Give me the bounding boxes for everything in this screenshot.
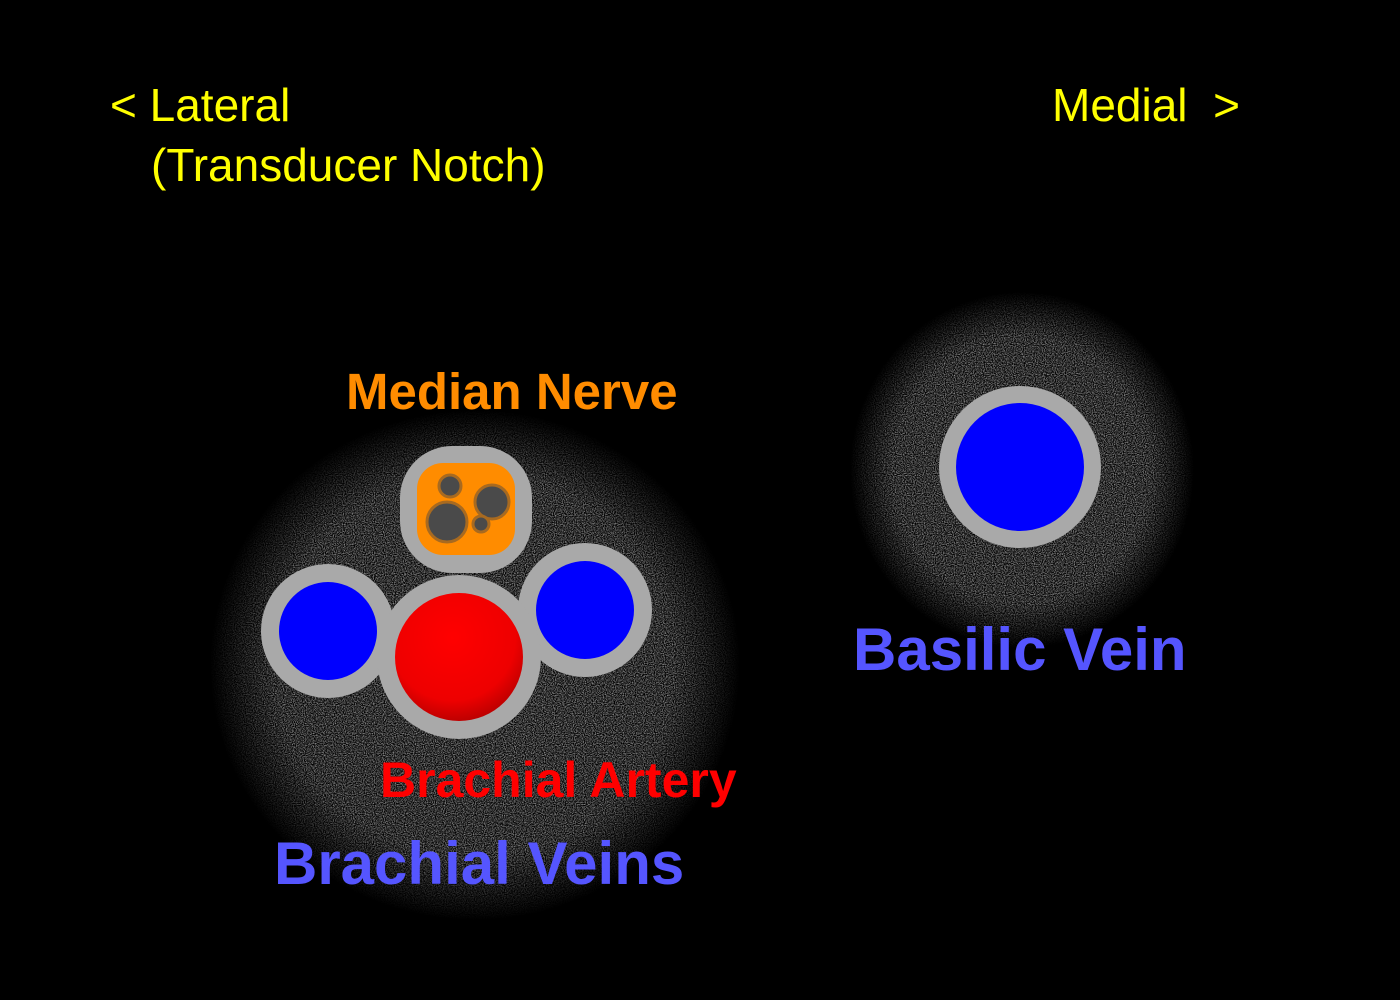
brachial-veins-label: Brachial Veins (274, 830, 685, 897)
medial-orientation-label: Medial > (1052, 79, 1240, 131)
nerve-fascicle (427, 502, 467, 542)
basilic-vein-label: Basilic Vein (853, 616, 1187, 683)
median-nerve-label: Median Nerve (346, 363, 678, 420)
brachial-artery-shape (377, 575, 541, 739)
basilic-vein-shape (939, 386, 1101, 548)
brachial-vein-left (261, 564, 395, 698)
nerve-fascicle (475, 485, 509, 519)
nerve-fascicle (473, 516, 489, 532)
transducer-notch-label: (Transducer Notch) (151, 139, 546, 191)
median-nerve-shape (400, 446, 532, 573)
brachial-artery-label: Brachial Artery (380, 752, 737, 808)
nerve-fascicle (439, 475, 461, 497)
lateral-orientation-label: < Lateral (110, 79, 291, 131)
